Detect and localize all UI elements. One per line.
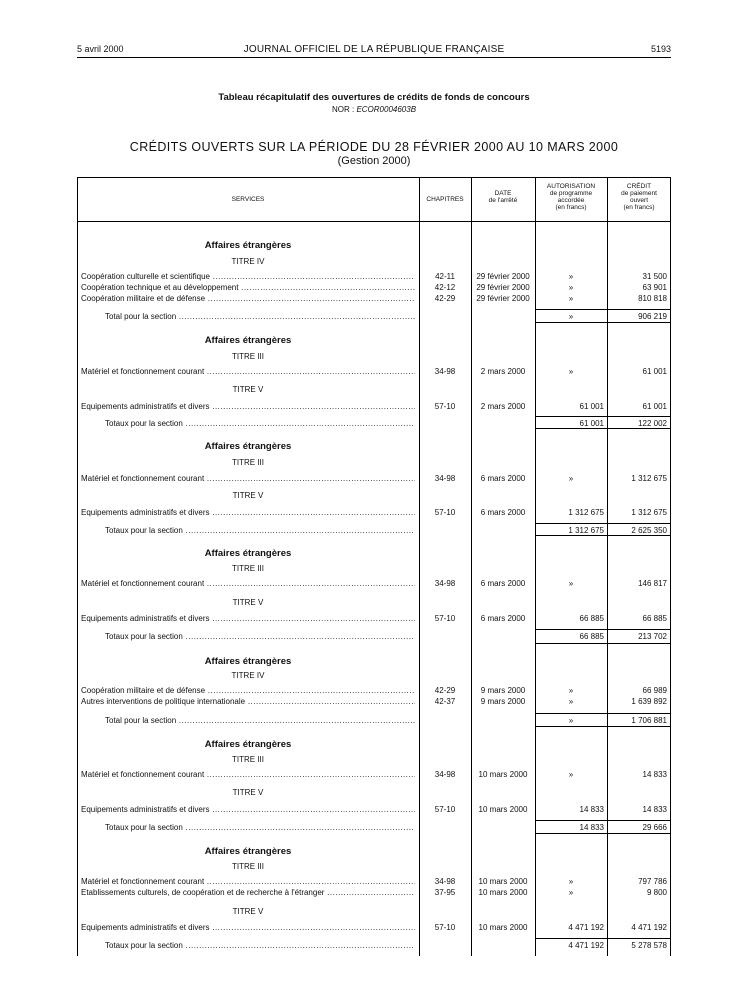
section-rule xyxy=(535,322,671,323)
col-header-autorisation xyxy=(535,183,607,211)
line-label: Autres interventions de politique internationale ..... xyxy=(81,697,415,707)
chapitre-cell: 57-10 xyxy=(434,923,456,932)
journal-title: JOURNAL OFFICIEL DE LA RÉPUBLIQUE FRANÇAISE xyxy=(243,44,505,55)
chapitre-cell: 42-11 xyxy=(435,272,455,281)
autorisation-cell: » xyxy=(568,474,574,483)
line-label: Equipements administratifs et divers ..... xyxy=(81,508,415,518)
autorisation-cell: 61 001 xyxy=(579,402,604,411)
line-label: Matériel et fonctionnement courant ..... xyxy=(81,474,415,484)
credit-cell: 66 989 xyxy=(642,686,667,695)
total-label: Totaux pour la section ..... xyxy=(105,632,415,642)
chapitre-cell: 37-95 xyxy=(434,888,456,897)
date-cell: 10 mars 2000 xyxy=(478,877,528,886)
col-header-date-line: de l'arrêté xyxy=(488,197,518,204)
section-heading: Affaires étrangères xyxy=(204,240,292,251)
total-label: Totaux pour la section ..... xyxy=(105,823,415,833)
total-rule xyxy=(535,629,671,630)
autorisation-cell: » xyxy=(568,716,574,725)
credit-cell: 63 901 xyxy=(642,283,667,292)
date-cell: 2 mars 2000 xyxy=(480,402,526,411)
autorisation-cell: » xyxy=(568,877,574,886)
autorisation-cell: 1 312 675 xyxy=(568,526,604,535)
nor-label: NOR : xyxy=(331,105,355,114)
total-label: Total pour la section ..... xyxy=(105,312,415,322)
titre-heading: TITRE III xyxy=(232,458,264,467)
titre-heading: TITRE III xyxy=(232,755,264,764)
titre-heading: TITRE V xyxy=(232,598,264,607)
credit-cell: 31 500 xyxy=(642,272,667,281)
autorisation-cell: » xyxy=(568,294,574,303)
line-label: Matériel et fonctionnement courant ..... xyxy=(81,770,415,780)
page-number: 5193 xyxy=(650,44,671,54)
autorisation-cell: 4 471 192 xyxy=(568,941,604,950)
credit-cell: 61 001 xyxy=(642,402,667,411)
total-rule xyxy=(535,309,671,310)
chapitre-cell: 34-98 xyxy=(434,367,456,376)
section-rule xyxy=(535,643,671,644)
total-label: Totaux pour la section ..... xyxy=(105,941,415,951)
period-title: CRÉDITS OUVERTS SUR LA PÉRIODE DU 28 FÉVRIER 2000 AU 10 MARS 2000 xyxy=(129,140,619,154)
line-label: Coopération militaire et de défense ..... xyxy=(81,686,415,696)
date-cell: 2 mars 2000 xyxy=(480,367,526,376)
total-rule xyxy=(535,416,671,417)
autorisation-cell: » xyxy=(568,272,574,281)
chapitre-cell: 42-29 xyxy=(434,686,456,695)
total-label: Totaux pour la section ..... xyxy=(105,526,415,536)
date-cell: 6 mars 2000 xyxy=(480,614,526,623)
col-header-credit xyxy=(607,183,671,211)
chapitre-cell: 34-98 xyxy=(434,877,456,886)
credit-cell: 2 625 350 xyxy=(631,526,667,535)
line-label: Matériel et fonctionnement courant ..... xyxy=(81,877,415,887)
chapitre-cell: 42-12 xyxy=(434,283,456,292)
credit-cell: 213 702 xyxy=(638,632,667,641)
autorisation-cell: 61 001 xyxy=(579,419,604,428)
col-header-services: SERVICES xyxy=(231,196,265,203)
gestion-year: (Gestion 2000) xyxy=(337,155,411,167)
line-label: Coopération culturelle et scientifique ..... xyxy=(81,272,415,282)
date-cell: 6 mars 2000 xyxy=(480,508,526,517)
col-header-credit-line: (en francs) xyxy=(623,204,655,211)
titre-heading: TITRE V xyxy=(232,385,264,394)
date-cell: 29 février 2000 xyxy=(476,272,530,281)
col-header-credit-line: CRÉDIT xyxy=(626,183,652,190)
date-cell: 10 mars 2000 xyxy=(478,805,528,814)
titre-heading: TITRE V xyxy=(232,788,264,797)
nor-line xyxy=(0,105,748,114)
line-label: Matériel et fonctionnement courant ..... xyxy=(81,367,415,377)
autorisation-cell: 14 833 xyxy=(579,823,604,832)
credit-cell: 906 219 xyxy=(638,312,667,321)
autorisation-cell: » xyxy=(568,770,574,779)
date-cell: 29 février 2000 xyxy=(476,294,530,303)
total-rule xyxy=(535,713,671,714)
credit-cell: 122 002 xyxy=(638,419,667,428)
credit-cell: 9 800 xyxy=(646,888,667,897)
credit-cell: 797 786 xyxy=(638,877,667,886)
line-label: Etablissements culturels, de coopération et de recherche à l'étranger ..... xyxy=(81,888,415,898)
section-rule xyxy=(535,535,671,536)
col-header-date-line: DATE xyxy=(494,190,512,197)
credit-cell: 1 706 881 xyxy=(631,716,667,725)
autorisation-cell: » xyxy=(568,312,574,321)
table-header-rule xyxy=(77,221,671,222)
col-header-auth-line: (en francs) xyxy=(555,204,587,211)
credit-cell: 1 312 675 xyxy=(631,508,667,517)
autorisation-cell: » xyxy=(568,283,574,292)
credit-cell: 66 885 xyxy=(642,614,667,623)
date-cell: 9 mars 2000 xyxy=(480,686,526,695)
total-rule xyxy=(535,820,671,821)
titre-heading: TITRE V xyxy=(232,491,264,500)
titre-heading: TITRE III xyxy=(232,564,264,573)
date-cell: 29 février 2000 xyxy=(476,283,530,292)
autorisation-cell: 14 833 xyxy=(579,805,604,814)
chapitre-cell: 57-10 xyxy=(434,614,456,623)
col-header-auth-line: accordée xyxy=(557,197,585,204)
credit-cell: 14 833 xyxy=(642,770,667,779)
line-label: Matériel et fonctionnement courant ..... xyxy=(81,579,415,589)
credit-cell: 810 818 xyxy=(638,294,667,303)
credit-cell: 1 639 892 xyxy=(631,697,667,706)
total-label: Totaux pour la section ..... xyxy=(105,419,415,429)
line-label: Coopération militaire et de défense ..... xyxy=(81,294,415,304)
header-date: 5 avril 2000 xyxy=(77,44,124,54)
chapitre-cell: 34-98 xyxy=(434,770,456,779)
credit-cell: 5 278 578 xyxy=(631,941,667,950)
col-header-auth-line: AUTORISATION xyxy=(546,183,596,190)
total-rule xyxy=(535,523,671,524)
section-heading: Affaires étrangères xyxy=(204,548,292,559)
nor-code: ECOR0004603B xyxy=(356,105,417,114)
col-header-credit-line: ouvert xyxy=(629,197,649,204)
section-heading: Affaires étrangères xyxy=(204,846,292,857)
titre-heading: TITRE IV xyxy=(231,257,265,266)
col-header-date xyxy=(471,190,535,204)
autorisation-cell: 66 885 xyxy=(579,614,604,623)
date-cell: 6 mars 2000 xyxy=(480,474,526,483)
autorisation-cell: » xyxy=(568,888,574,897)
credit-cell: 4 471 192 xyxy=(631,923,667,932)
header-rule xyxy=(77,57,671,58)
section-heading: Affaires étrangères xyxy=(204,656,292,667)
autorisation-cell: » xyxy=(568,697,574,706)
date-cell: 6 mars 2000 xyxy=(480,579,526,588)
autorisation-cell: » xyxy=(568,367,574,376)
autorisation-cell: 66 885 xyxy=(579,632,604,641)
document-title: Tableau récapitulatif des ouvertures de crédits de fonds de concours xyxy=(218,92,530,103)
section-rule xyxy=(535,833,671,834)
section-rule xyxy=(535,428,671,429)
autorisation-cell: 1 312 675 xyxy=(568,508,604,517)
date-cell: 10 mars 2000 xyxy=(478,770,528,779)
titre-heading: TITRE III xyxy=(232,352,264,361)
line-label: Equipements administratifs et divers ..... xyxy=(81,402,415,412)
line-label: Equipements administratifs et divers ..... xyxy=(81,805,415,815)
autorisation-cell: » xyxy=(568,686,574,695)
credit-cell: 1 312 675 xyxy=(631,474,667,483)
chapitre-cell: 57-10 xyxy=(434,805,456,814)
autorisation-cell: » xyxy=(568,579,574,588)
date-cell: 10 mars 2000 xyxy=(478,888,528,897)
chapitre-cell: 57-10 xyxy=(434,402,456,411)
credit-cell: 14 833 xyxy=(642,805,667,814)
chapitre-cell: 57-10 xyxy=(434,508,456,517)
col-header-credit-line: de paiement xyxy=(621,190,657,197)
date-cell: 10 mars 2000 xyxy=(478,923,528,932)
line-label: Equipements administratifs et divers ..... xyxy=(81,614,415,624)
titre-heading: TITRE IV xyxy=(231,671,265,680)
chapitre-cell: 34-98 xyxy=(434,579,456,588)
titre-heading: TITRE III xyxy=(232,862,264,871)
line-label: Equipements administratifs et divers ..... xyxy=(81,923,415,933)
chapitre-cell: 42-37 xyxy=(434,697,456,706)
section-heading: Affaires étrangères xyxy=(204,739,292,750)
chapitre-cell: 34-98 xyxy=(434,474,456,483)
autorisation-cell: 4 471 192 xyxy=(568,923,604,932)
credit-cell: 146 817 xyxy=(638,579,667,588)
date-cell: 9 mars 2000 xyxy=(480,697,526,706)
section-heading: Affaires étrangères xyxy=(204,335,292,346)
chapitre-cell: 42-29 xyxy=(434,294,456,303)
line-label: Coopération technique et au développement ..... xyxy=(81,283,415,293)
titre-heading: TITRE V xyxy=(232,907,264,916)
credit-cell: 61 001 xyxy=(642,367,667,376)
section-heading: Affaires étrangères xyxy=(204,441,292,452)
col-header-auth-line: de programme xyxy=(549,190,593,197)
section-rule xyxy=(535,726,671,727)
credit-cell: 29 666 xyxy=(642,823,667,832)
total-rule xyxy=(535,938,671,939)
total-label: Total pour la section ..... xyxy=(105,716,415,726)
col-header-chapitres: CHAPITRES xyxy=(426,196,464,203)
